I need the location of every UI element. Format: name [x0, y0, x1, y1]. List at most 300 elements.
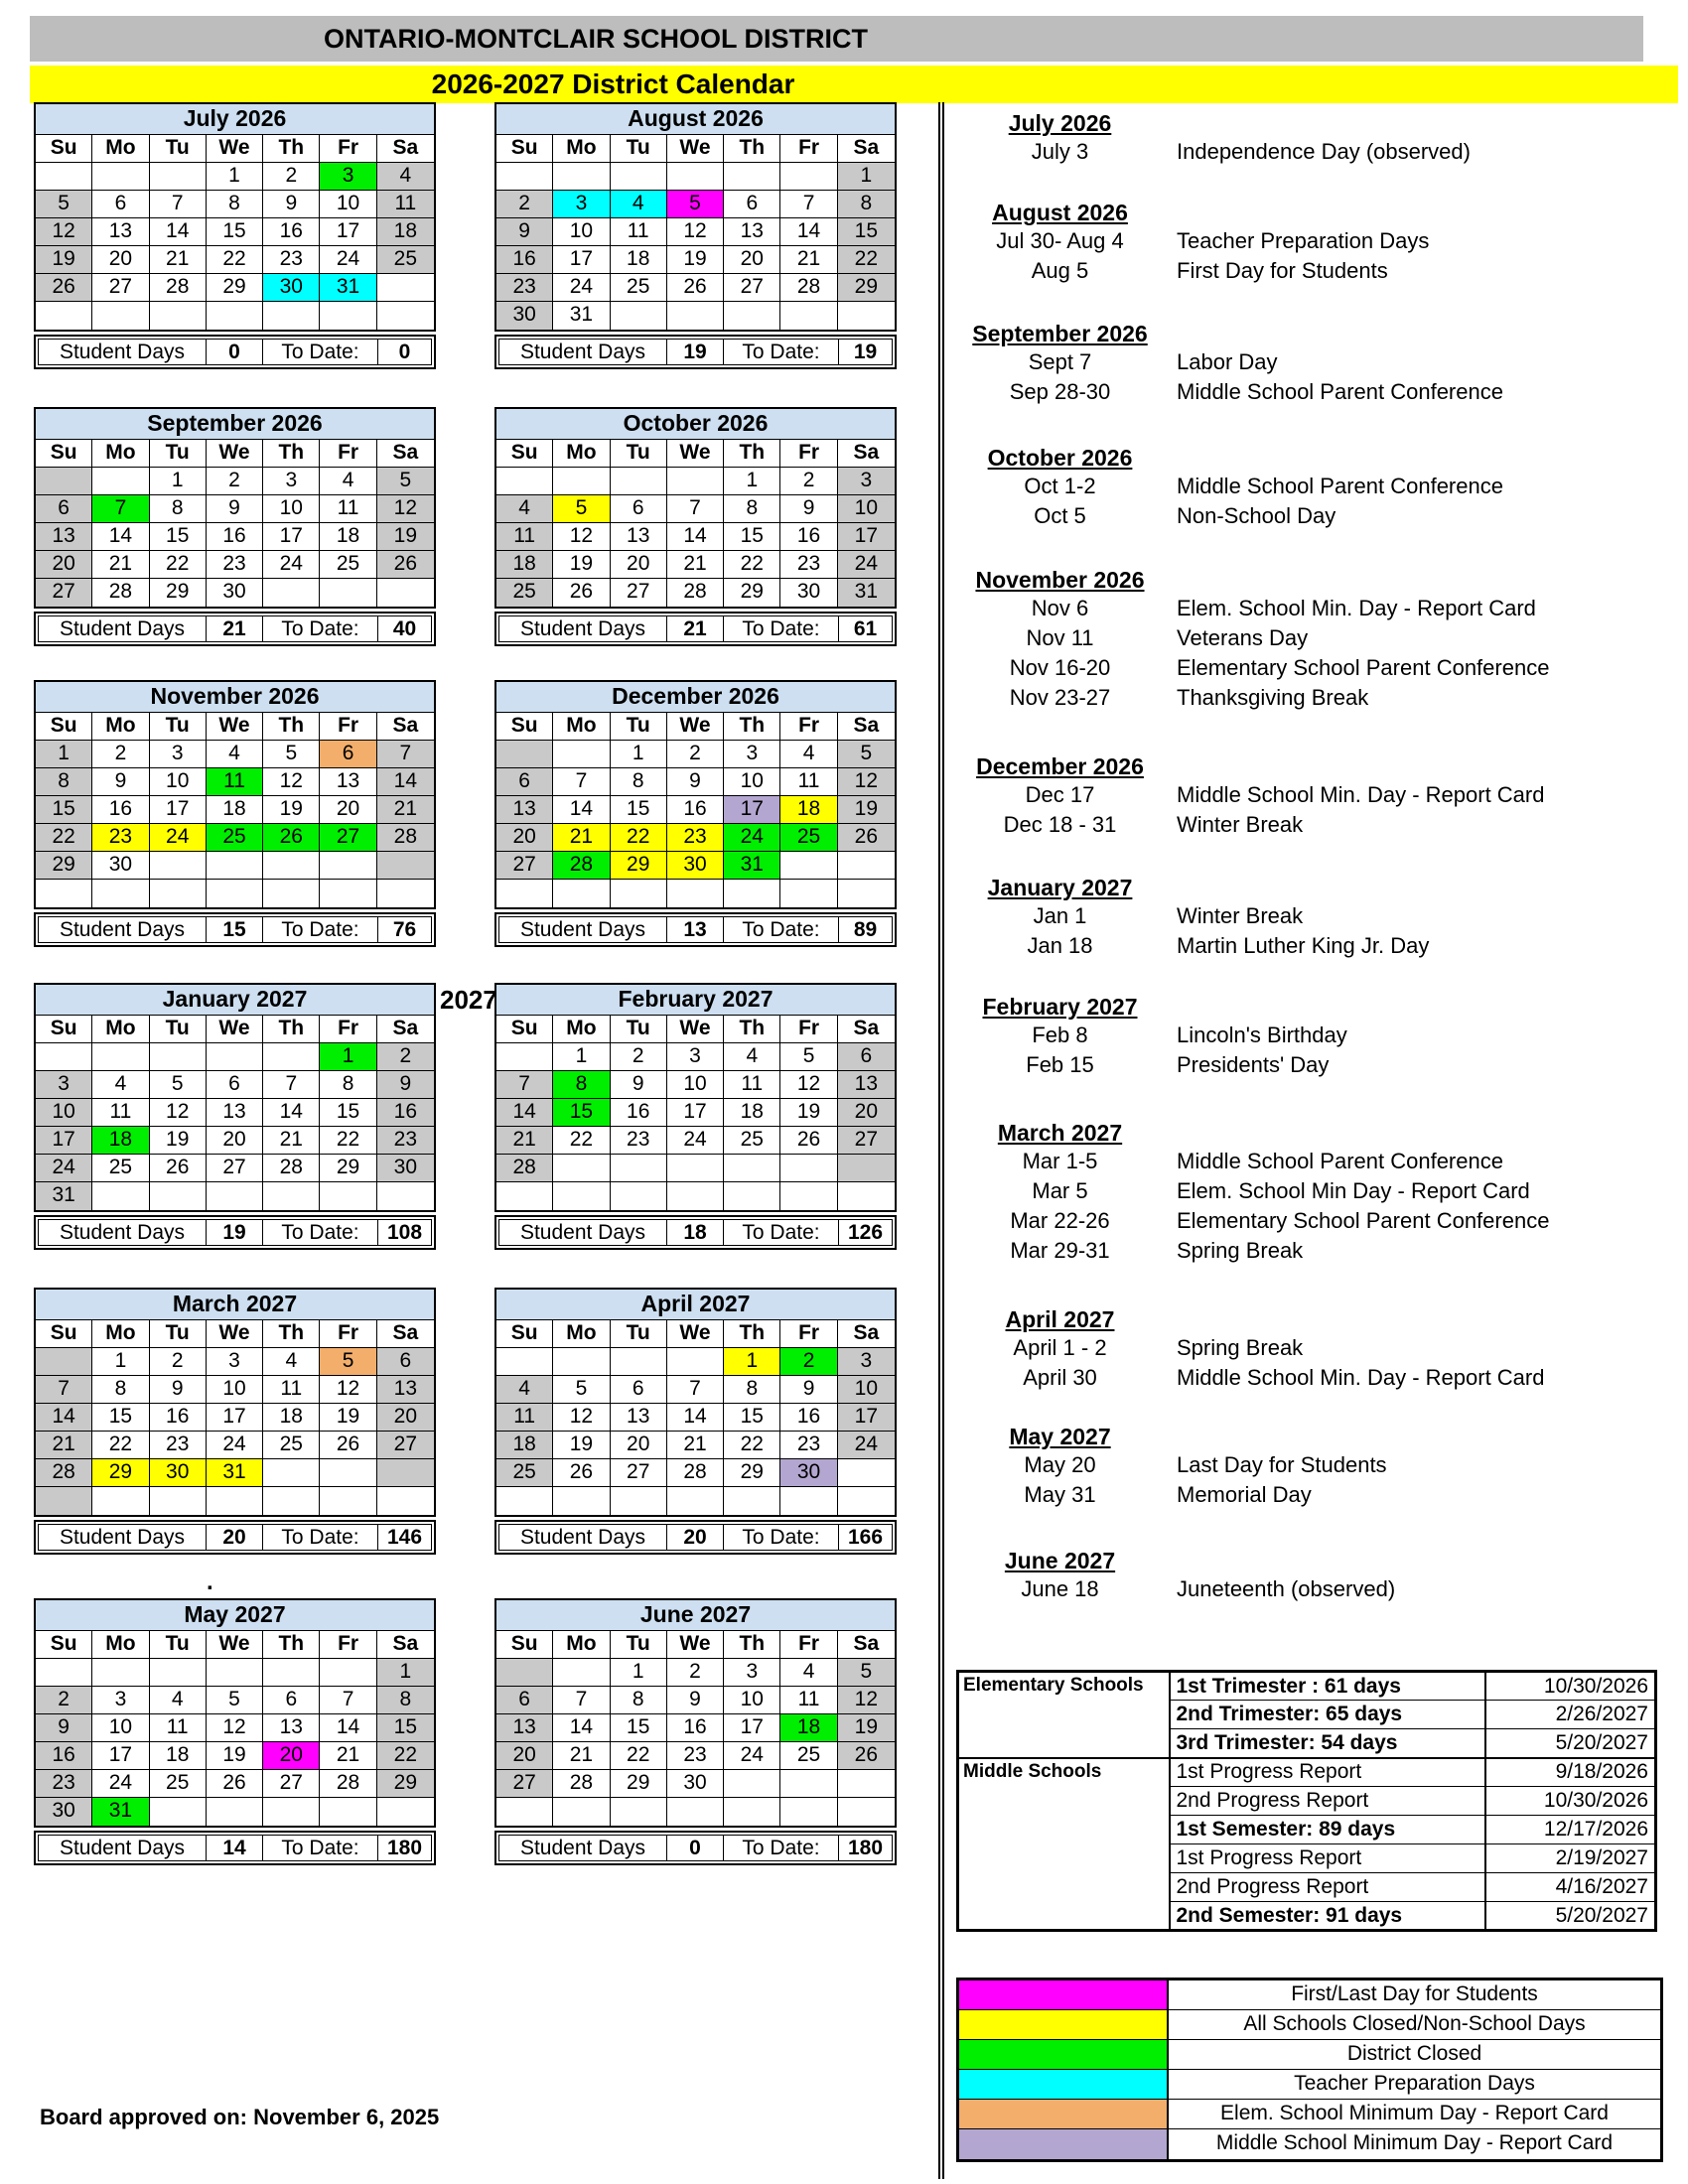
day-cell-empty	[320, 1182, 376, 1210]
student-days-label: Student Days	[498, 1524, 667, 1551]
day-cell: 20	[207, 1127, 263, 1155]
term-date: 10/30/2026	[1485, 1672, 1656, 1701]
day-cell: 7	[553, 1687, 610, 1714]
day-cell: 13	[92, 218, 149, 246]
day-cell: 25	[150, 1770, 207, 1798]
day-cell: 8	[320, 1071, 376, 1099]
day-cell-empty	[92, 880, 149, 907]
day-cell: 16	[780, 523, 837, 551]
event-date: Mar 22-26	[1010, 1208, 1110, 1233]
day-cell: 22	[377, 1742, 434, 1770]
day-cell-empty	[320, 880, 376, 907]
day-cell: 30	[667, 1770, 724, 1798]
day-cell: 22	[553, 1127, 610, 1155]
student-days-value: 0	[666, 1835, 724, 1861]
day-cell: 30	[377, 1155, 434, 1182]
event-row	[953, 1363, 1678, 1393]
event-description: Martin Luther King Jr. Day	[1177, 933, 1430, 958]
day-cell: 25	[496, 1459, 553, 1487]
day-cell-empty	[377, 1459, 434, 1487]
weekday-header: Tu	[150, 1016, 207, 1043]
day-cell: 15	[611, 1714, 667, 1742]
day-cell: 11	[377, 191, 434, 218]
term-date: 5/20/2027	[1485, 1729, 1656, 1758]
event-description: Last Day for Students	[1177, 1452, 1387, 1477]
events-february-2027	[953, 993, 1678, 1080]
month-title: April 2027	[494, 1288, 897, 1320]
day-cell-empty	[553, 1155, 610, 1182]
to-date-label: To Date:	[262, 1524, 378, 1551]
day-cell: 13	[377, 1376, 434, 1404]
day-cell: 13	[496, 796, 553, 824]
day-cell: 31	[207, 1459, 263, 1487]
month-grid	[494, 135, 897, 332]
day-cell-empty	[496, 1659, 553, 1687]
day-cell: 20	[611, 1432, 667, 1459]
weekday-header: Sa	[377, 713, 434, 741]
day-cell: 18	[496, 551, 553, 579]
day-cell: 10	[838, 1376, 895, 1404]
to-date-value: 126	[838, 1219, 893, 1246]
terms-table	[956, 1670, 1657, 1932]
day-cell: 15	[320, 1099, 376, 1127]
day-cell: 27	[377, 1432, 434, 1459]
day-cell: 15	[724, 523, 780, 551]
event-date: Nov 6	[1031, 596, 1089, 620]
calendar-april-2027	[494, 1288, 897, 1555]
day-cell-empty	[838, 1459, 895, 1487]
event-date: April 30	[1023, 1365, 1097, 1390]
day-cell: 18	[150, 1742, 207, 1770]
weekday-header: Sa	[838, 1320, 895, 1348]
day-cell-empty	[724, 1770, 780, 1798]
weekday-header: Su	[36, 1631, 92, 1659]
day-cell: 27	[496, 852, 553, 880]
day-cell: 2	[780, 1348, 837, 1376]
day-cell: 5	[667, 191, 724, 218]
day-cell: 18	[724, 1099, 780, 1127]
day-cell: 11	[207, 768, 263, 796]
event-date: Nov 23-27	[1009, 685, 1111, 710]
day-cell: 2	[36, 1687, 92, 1714]
event-row	[953, 1206, 1678, 1236]
day-cell: 9	[92, 768, 149, 796]
term-label: 2nd Progress Report	[1170, 1787, 1485, 1816]
day-cell: 3	[36, 1071, 92, 1099]
day-cell: 8	[150, 495, 207, 523]
day-cell: 22	[150, 551, 207, 579]
day-cell: 21	[780, 246, 837, 274]
day-cell-empty	[207, 1043, 263, 1071]
day-cell: 25	[496, 579, 553, 607]
day-cell: 30	[36, 1798, 92, 1826]
day-cell: 28	[150, 274, 207, 302]
event-date: Jan 1	[1033, 903, 1087, 928]
day-cell: 23	[496, 274, 553, 302]
day-cell: 6	[611, 1376, 667, 1404]
event-date: Feb 15	[1026, 1052, 1094, 1077]
day-cell-empty	[320, 302, 376, 330]
day-cell: 12	[150, 1099, 207, 1127]
term-row	[958, 1672, 1656, 1701]
event-date: May 31	[1024, 1482, 1096, 1507]
day-cell: 21	[320, 1742, 376, 1770]
student-days-label: Student Days	[38, 1524, 207, 1551]
event-date: Mar 5	[1032, 1178, 1088, 1203]
weekday-header: Th	[724, 1016, 780, 1043]
weekday-header: We	[207, 1631, 263, 1659]
weekday-header: Fr	[320, 1320, 376, 1348]
calendar-title: 2026-2027 District Calendar	[431, 68, 795, 99]
day-cell-empty	[263, 852, 320, 880]
day-cell: 6	[36, 495, 92, 523]
event-row	[953, 1176, 1678, 1206]
day-cell: 15	[724, 1404, 780, 1432]
day-cell-empty	[611, 163, 667, 191]
weekday-header: We	[207, 1016, 263, 1043]
event-description: Spring Break	[1177, 1238, 1304, 1263]
day-cell: 2	[780, 468, 837, 495]
color-legend	[956, 1978, 1663, 2162]
day-cell: 14	[780, 218, 837, 246]
weekday-header: We	[207, 135, 263, 163]
day-cell: 14	[553, 796, 610, 824]
day-cell: 24	[553, 274, 610, 302]
day-cell: 17	[724, 1714, 780, 1742]
day-cell: 7	[553, 768, 610, 796]
day-cell-empty	[780, 302, 837, 330]
day-cell: 7	[667, 495, 724, 523]
day-cell: 22	[36, 824, 92, 852]
day-cell: 19	[150, 1127, 207, 1155]
event-date: Oct 5	[1034, 503, 1086, 528]
day-cell: 27	[496, 1770, 553, 1798]
stray-dot: .	[207, 1569, 213, 1595]
to-date-value: 146	[377, 1524, 432, 1551]
weekday-header: Su	[496, 713, 553, 741]
day-cell: 2	[263, 163, 320, 191]
day-cell: 24	[320, 246, 376, 274]
weekday-header: Tu	[611, 440, 667, 468]
day-cell: 24	[92, 1770, 149, 1798]
events-month-header: May 2027	[1009, 1424, 1111, 1449]
weekday-header: Fr	[780, 440, 837, 468]
day-cell: 30	[263, 274, 320, 302]
day-cell: 15	[553, 1099, 610, 1127]
day-cell: 7	[667, 1376, 724, 1404]
day-cell-empty	[724, 1182, 780, 1210]
day-cell: 4	[377, 163, 434, 191]
day-cell: 11	[780, 768, 837, 796]
day-cell: 24	[838, 1432, 895, 1459]
day-cell: 25	[263, 1432, 320, 1459]
weekday-header: Mo	[553, 1016, 610, 1043]
weekday-header: Tu	[150, 1631, 207, 1659]
day-cell: 12	[838, 768, 895, 796]
weekday-header: Fr	[780, 135, 837, 163]
day-cell: 18	[780, 1714, 837, 1742]
day-cell: 27	[320, 824, 376, 852]
day-cell-empty	[207, 302, 263, 330]
day-cell-empty	[553, 1798, 610, 1826]
day-cell-empty	[150, 302, 207, 330]
student-days-value: 21	[666, 615, 724, 642]
day-cell: 14	[36, 1404, 92, 1432]
day-cell: 31	[724, 852, 780, 880]
events-october-2026	[953, 444, 1678, 531]
day-cell: 17	[667, 1099, 724, 1127]
day-cell: 10	[667, 1071, 724, 1099]
day-cell: 26	[838, 1742, 895, 1770]
day-cell: 21	[150, 246, 207, 274]
weekday-header: Fr	[320, 440, 376, 468]
events-month-header: March 2027	[997, 1120, 1123, 1146]
event-description: Labor Day	[1177, 349, 1278, 374]
month-title: July 2026	[34, 102, 436, 135]
day-cell-empty	[150, 852, 207, 880]
day-cell: 29	[724, 1459, 780, 1487]
weekday-header: Mo	[553, 1320, 610, 1348]
day-cell-empty	[92, 163, 149, 191]
to-date-value: 166	[838, 1524, 893, 1551]
day-cell: 2	[207, 468, 263, 495]
day-cell: 21	[263, 1127, 320, 1155]
day-cell: 13	[838, 1071, 895, 1099]
day-cell: 21	[553, 1742, 610, 1770]
day-cell-empty	[263, 1043, 320, 1071]
day-cell: 27	[724, 274, 780, 302]
day-cell-empty	[263, 302, 320, 330]
term-label: 1st Semester: 89 days	[1170, 1816, 1485, 1844]
weekday-header: Fr	[780, 713, 837, 741]
day-cell-empty	[667, 163, 724, 191]
events-september-2026	[953, 320, 1678, 407]
events-month-header: October 2026	[987, 445, 1133, 471]
event-date: Jan 18	[1027, 933, 1093, 958]
day-cell: 23	[667, 824, 724, 852]
term-date: 5/20/2027	[1485, 1902, 1656, 1931]
day-cell: 12	[667, 218, 724, 246]
day-cell-empty	[780, 1798, 837, 1826]
day-cell: 21	[553, 824, 610, 852]
day-cell-empty	[838, 852, 895, 880]
to-date-label: To Date:	[723, 1835, 839, 1861]
weekday-header: We	[207, 1320, 263, 1348]
day-cell: 14	[553, 1714, 610, 1742]
day-cell: 5	[320, 1348, 376, 1376]
day-cell: 17	[92, 1742, 149, 1770]
weekday-header: Su	[36, 1320, 92, 1348]
day-cell: 23	[263, 246, 320, 274]
day-cell-empty	[780, 163, 837, 191]
day-cell: 18	[92, 1127, 149, 1155]
day-cell: 10	[263, 495, 320, 523]
day-cell: 15	[207, 218, 263, 246]
day-cell-empty	[377, 274, 434, 302]
day-cell: 11	[496, 523, 553, 551]
day-cell-empty	[92, 1487, 149, 1515]
day-cell: 16	[780, 1404, 837, 1432]
day-cell: 8	[611, 1687, 667, 1714]
day-cell: 19	[207, 1742, 263, 1770]
day-cell-empty	[263, 1798, 320, 1826]
day-cell: 20	[611, 551, 667, 579]
event-row	[953, 594, 1678, 623]
day-cell: 19	[553, 551, 610, 579]
student-days-label: Student Days	[498, 1835, 667, 1861]
day-cell: 16	[377, 1099, 434, 1127]
day-cell: 3	[207, 1348, 263, 1376]
day-cell: 3	[838, 468, 895, 495]
weekday-header: We	[667, 713, 724, 741]
day-cell: 6	[263, 1687, 320, 1714]
day-cell: 14	[150, 218, 207, 246]
day-cell-empty	[496, 1043, 553, 1071]
day-cell-empty	[496, 163, 553, 191]
month-grid	[494, 440, 897, 609]
day-cell: 7	[377, 741, 434, 768]
event-description: Middle School Parent Conference	[1177, 379, 1503, 404]
month-title: November 2026	[34, 680, 436, 713]
weekday-header: Su	[496, 135, 553, 163]
day-cell: 27	[611, 1459, 667, 1487]
day-cell: 8	[36, 768, 92, 796]
day-cell: 1	[838, 163, 895, 191]
legend-color-swatch	[959, 2070, 1169, 2099]
weekday-header: We	[667, 440, 724, 468]
weekday-header: Su	[496, 440, 553, 468]
day-cell: 5	[377, 468, 434, 495]
day-cell: 22	[611, 824, 667, 852]
day-cell: 13	[207, 1099, 263, 1127]
day-cell: 29	[838, 274, 895, 302]
weekday-header: Th	[263, 440, 320, 468]
day-cell: 11	[263, 1376, 320, 1404]
student-days-footer	[34, 912, 436, 947]
day-cell: 27	[263, 1770, 320, 1798]
events-april-2027	[953, 1305, 1678, 1393]
event-row	[953, 931, 1678, 961]
student-days-label: Student Days	[38, 615, 207, 642]
to-date-value: 108	[377, 1219, 432, 1246]
day-cell: 17	[320, 218, 376, 246]
to-date-value: 61	[838, 615, 893, 642]
day-cell-empty	[320, 579, 376, 607]
student-days-value: 21	[206, 615, 263, 642]
day-cell-empty	[36, 163, 92, 191]
day-cell: 20	[724, 246, 780, 274]
term-label: 2nd Semester: 91 days	[1170, 1902, 1485, 1931]
day-cell-empty	[780, 852, 837, 880]
event-row	[953, 347, 1678, 377]
event-description: Spring Break	[1177, 1335, 1304, 1360]
day-cell: 17	[36, 1127, 92, 1155]
month-title: January 2027	[34, 983, 436, 1016]
term-label: 2nd Progress Report	[1170, 1873, 1485, 1902]
day-cell-empty	[838, 1798, 895, 1826]
day-cell-empty	[611, 1182, 667, 1210]
weekday-header: Tu	[150, 135, 207, 163]
day-cell: 23	[207, 551, 263, 579]
day-cell: 4	[780, 1659, 837, 1687]
day-cell: 18	[496, 1432, 553, 1459]
day-cell-empty	[377, 1487, 434, 1515]
day-cell-empty	[207, 1182, 263, 1210]
weekday-header: Mo	[553, 440, 610, 468]
day-cell: 21	[92, 551, 149, 579]
to-date-label: To Date:	[723, 615, 839, 642]
day-cell: 5	[150, 1071, 207, 1099]
day-cell: 31	[92, 1798, 149, 1826]
events-month-header: July 2026	[1008, 110, 1112, 136]
event-description: Teacher Preparation Days	[1177, 228, 1430, 253]
weekday-header: Mo	[553, 135, 610, 163]
student-days-footer	[34, 612, 436, 646]
day-cell: 1	[150, 468, 207, 495]
day-cell: 1	[724, 468, 780, 495]
day-cell: 15	[377, 1714, 434, 1742]
weekday-header: Th	[263, 135, 320, 163]
term-label: 1st Progress Report	[1170, 1844, 1485, 1873]
term-label: 3rd Trimester: 54 days	[1170, 1729, 1485, 1758]
day-cell: 12	[553, 1404, 610, 1432]
day-cell: 15	[36, 796, 92, 824]
day-cell: 20	[320, 796, 376, 824]
weekday-header: Th	[724, 713, 780, 741]
day-cell: 24	[724, 1742, 780, 1770]
day-cell: 20	[36, 551, 92, 579]
day-cell: 2	[667, 1659, 724, 1687]
weekday-header: Th	[724, 440, 780, 468]
event-description: Middle School Parent Conference	[1177, 474, 1503, 498]
day-cell: 26	[320, 1432, 376, 1459]
day-cell-empty	[496, 1182, 553, 1210]
weekday-header: Fr	[780, 1016, 837, 1043]
legend-color-swatch	[959, 2129, 1169, 2159]
calendar-october-2026	[494, 407, 897, 646]
day-cell: 1	[377, 1659, 434, 1687]
day-cell: 14	[377, 768, 434, 796]
student-days-label: Student Days	[38, 1835, 207, 1861]
day-cell: 31	[553, 302, 610, 330]
event-date: Sept 7	[1028, 349, 1092, 374]
to-date-label: To Date:	[723, 339, 839, 365]
day-cell: 24	[263, 551, 320, 579]
day-cell-empty	[92, 302, 149, 330]
weekday-header: Th	[724, 135, 780, 163]
legend-label: District Closed	[1346, 2042, 1482, 2065]
board-approved-note: Board approved on: November 6, 2025	[40, 2105, 440, 2129]
day-cell: 21	[667, 551, 724, 579]
to-date-value: 40	[377, 615, 432, 642]
day-cell: 12	[36, 218, 92, 246]
day-cell: 20	[496, 824, 553, 852]
day-cell: 27	[36, 579, 92, 607]
day-cell: 8	[611, 768, 667, 796]
weekday-header: Tu	[150, 440, 207, 468]
day-cell: 1	[36, 741, 92, 768]
term-date: 12/17/2026	[1485, 1816, 1656, 1844]
day-cell: 9	[780, 495, 837, 523]
day-cell: 23	[377, 1127, 434, 1155]
day-cell: 21	[36, 1432, 92, 1459]
weekday-header: Sa	[377, 1320, 434, 1348]
to-date-label: To Date:	[262, 615, 378, 642]
day-cell: 13	[724, 218, 780, 246]
calendar-june-2027	[494, 1598, 897, 1865]
day-cell: 17	[553, 246, 610, 274]
event-row	[953, 1333, 1678, 1363]
